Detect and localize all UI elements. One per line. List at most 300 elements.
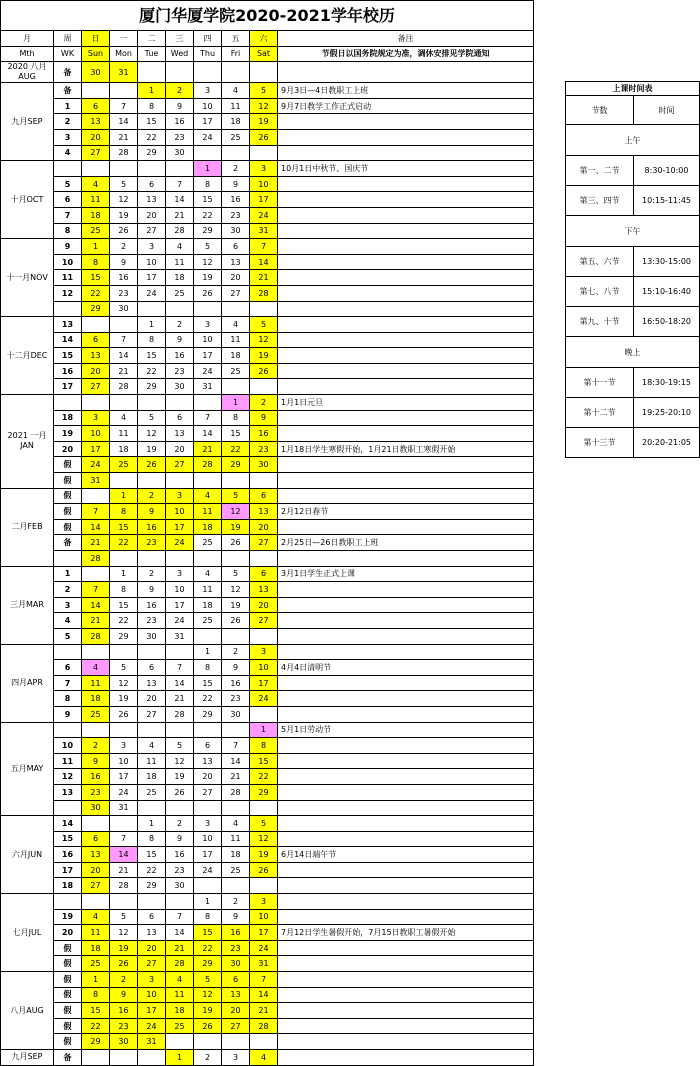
day-cell-sun: 13 [82, 114, 110, 130]
schedule-period: 第七、八节 [566, 277, 634, 307]
day-cell-thu: 8 [194, 176, 222, 192]
day-cell-sun [82, 1050, 110, 1066]
day-cell-thu: 27 [194, 784, 222, 800]
week-row [1, 847, 534, 863]
day-cell-sat: 24 [250, 691, 278, 707]
day-cell-tue [138, 473, 166, 489]
day-cell-thu: 12 [194, 254, 222, 270]
month-label: 四月APR [1, 644, 54, 722]
day-cell-thu [194, 722, 222, 738]
day-cell-sun: 21 [82, 613, 110, 629]
day-cell-wed: 19 [166, 769, 194, 785]
day-cell-mon: 30 [110, 1034, 138, 1050]
day-cell-wed: 17 [166, 597, 194, 613]
day-cell-sat [250, 628, 278, 644]
day-cell-wed: 30 [166, 878, 194, 894]
week-note: 6月14日端午节 [278, 847, 534, 863]
week-note [278, 800, 534, 816]
schedule-period: 第十三节 [566, 428, 634, 458]
day-cell-mon: 1 [110, 488, 138, 504]
day-cell-sat: 5 [250, 816, 278, 832]
month-label: 二月FEB [1, 488, 54, 566]
week-note [278, 753, 534, 769]
day-cell-sat: 17 [250, 192, 278, 208]
day-cell-sat [250, 379, 278, 395]
day-cell-sat [250, 800, 278, 816]
day-cell-sat [250, 473, 278, 489]
day-cell-wed: 16 [166, 847, 194, 863]
day-cell-sat: 13 [250, 582, 278, 598]
day-cell-mon: 7 [110, 332, 138, 348]
day-cell-mon: 25 [110, 457, 138, 473]
day-cell-mon: 29 [110, 628, 138, 644]
week-row [1, 1003, 534, 1019]
day-cell-sun: 25 [82, 706, 110, 722]
day-cell-wed: 3 [166, 488, 194, 504]
day-cell-wed: 18 [166, 270, 194, 286]
week-note [278, 597, 534, 613]
day-cell-tue [138, 722, 166, 738]
week-number: 13 [54, 784, 82, 800]
header-sat: 六 [250, 31, 278, 47]
day-cell-sun: 13 [82, 348, 110, 364]
day-cell-wed: 26 [166, 784, 194, 800]
day-cell-sat: 8 [250, 738, 278, 754]
day-cell-fri: 25 [222, 862, 250, 878]
week-row [1, 909, 534, 925]
day-cell-thu: 1 [194, 644, 222, 660]
day-cell-sun: 1 [82, 239, 110, 255]
day-cell-fri: 9 [222, 660, 250, 676]
day-cell-thu: 14 [194, 426, 222, 442]
day-cell-mon [110, 551, 138, 567]
day-cell-wed: 3 [166, 566, 194, 582]
day-cell-mon [110, 722, 138, 738]
week-note [278, 363, 534, 379]
week-note [278, 1050, 534, 1066]
day-cell-fri: 12 [222, 582, 250, 598]
day-cell-wed: 2 [166, 317, 194, 333]
day-cell-mon: 28 [110, 379, 138, 395]
schedule-time: 16:50-18:20 [634, 307, 700, 337]
day-cell-mon: 15 [110, 519, 138, 535]
week-number: 15 [54, 831, 82, 847]
day-cell-sun: 13 [82, 847, 110, 863]
day-cell-tue: 30 [138, 628, 166, 644]
week-row [1, 1018, 534, 1034]
month-label: 三月MAR [1, 566, 54, 644]
day-cell-tue: 13 [138, 192, 166, 208]
week-number: 11 [54, 753, 82, 769]
week-number [54, 301, 82, 317]
day-cell-mon: 28 [110, 878, 138, 894]
day-cell-wed: 28 [166, 956, 194, 972]
day-cell-sun: 8 [82, 987, 110, 1003]
day-cell-mon [110, 1050, 138, 1066]
day-cell-fri: 26 [222, 613, 250, 629]
day-cell-mon: 3 [110, 738, 138, 754]
month-label: 八月AUG [1, 972, 54, 1050]
day-cell-sat: 17 [250, 925, 278, 941]
day-cell-sun: 14 [82, 519, 110, 535]
week-note [278, 62, 534, 83]
schedule-col-time: 时间 [634, 96, 700, 125]
day-cell-mon [110, 161, 138, 177]
week-row [1, 176, 534, 192]
day-cell-wed [166, 1034, 194, 1050]
day-cell-thu: 1 [194, 894, 222, 910]
day-cell-thu: 24 [194, 862, 222, 878]
day-cell-thu: 21 [194, 441, 222, 457]
week-row [1, 317, 534, 333]
day-cell-wed: 21 [166, 691, 194, 707]
day-cell-wed: 14 [166, 192, 194, 208]
schedule-time: 18:30-19:15 [634, 368, 700, 398]
day-cell-sat [250, 1034, 278, 1050]
day-cell-sun: 24 [82, 457, 110, 473]
day-cell-mon: 12 [110, 675, 138, 691]
day-cell-wed: 7 [166, 909, 194, 925]
day-cell-tue: 10 [138, 987, 166, 1003]
day-cell-sat: 6 [250, 488, 278, 504]
week-number: 2 [54, 582, 82, 598]
day-cell-sun: 3 [82, 410, 110, 426]
week-note [278, 972, 534, 988]
header-month: 月 [1, 31, 54, 47]
day-cell-tue: 13 [138, 925, 166, 941]
week-row [1, 894, 534, 910]
week-row [1, 660, 534, 676]
day-cell-sun: 28 [82, 551, 110, 567]
week-row [1, 691, 534, 707]
day-cell-fri: 4 [222, 317, 250, 333]
day-cell-fri: 18 [222, 847, 250, 863]
day-cell-thu: 22 [194, 940, 222, 956]
day-cell-fri: 6 [222, 972, 250, 988]
day-cell-sat: 19 [250, 348, 278, 364]
week-note [278, 473, 534, 489]
week-number: 4 [54, 145, 82, 161]
day-cell-wed: 16 [166, 114, 194, 130]
schedule-section-label: 下午 [566, 216, 700, 247]
week-note [278, 348, 534, 364]
day-cell-sun: 25 [82, 956, 110, 972]
day-cell-mon: 14 [110, 348, 138, 364]
day-cell-sat: 21 [250, 1003, 278, 1019]
day-cell-mon: 14 [110, 847, 138, 863]
day-cell-sat: 3 [250, 644, 278, 660]
day-cell-fri: 30 [222, 223, 250, 239]
schedule-period: 第三、四节 [566, 186, 634, 216]
day-cell-sat: 31 [250, 223, 278, 239]
day-cell-mon: 26 [110, 706, 138, 722]
schedule-row [566, 186, 700, 216]
page-title: 厦门华厦学院2020-2021学年校历 [1, 1, 534, 31]
week-note [278, 644, 534, 660]
day-cell-fri [222, 301, 250, 317]
day-cell-fri: 9 [222, 909, 250, 925]
day-cell-fri [222, 551, 250, 567]
day-cell-sat: 17 [250, 675, 278, 691]
day-cell-sat: 21 [250, 270, 278, 286]
day-cell-sun: 4 [82, 909, 110, 925]
day-cell-mon: 21 [110, 363, 138, 379]
header-notes: 备注 [278, 31, 534, 47]
day-cell-wed: 11 [166, 254, 194, 270]
day-cell-thu [194, 878, 222, 894]
week-row [1, 519, 534, 535]
day-cell-wed [166, 551, 194, 567]
day-cell-tue: 18 [138, 769, 166, 785]
day-cell-fri [222, 62, 250, 83]
day-cell-sun [82, 722, 110, 738]
day-cell-sun: 7 [82, 582, 110, 598]
week-number: 16 [54, 847, 82, 863]
week-note: 1月18日学生寒假开始，1月21日教职工寒假开始 [278, 441, 534, 457]
day-cell-tue: 26 [138, 457, 166, 473]
day-cell-thu: 18 [194, 519, 222, 535]
header-mon-en: Mon [110, 46, 138, 62]
day-cell-thu: 24 [194, 363, 222, 379]
day-cell-tue: 31 [138, 1034, 166, 1050]
day-cell-tue: 2 [138, 566, 166, 582]
week-note [278, 1034, 534, 1050]
day-cell-sat: 12 [250, 332, 278, 348]
day-cell-thu [194, 395, 222, 411]
header-thu-en: Thu [194, 46, 222, 62]
day-cell-fri: 7 [222, 738, 250, 754]
day-cell-thu: 4 [194, 566, 222, 582]
week-number [54, 551, 82, 567]
day-cell-tue: 25 [138, 784, 166, 800]
day-cell-thu: 20 [194, 769, 222, 785]
day-cell-sat: 19 [250, 847, 278, 863]
day-cell-thu: 4 [194, 488, 222, 504]
schedule-period: 第九、十节 [566, 307, 634, 337]
day-cell-sun: 7 [82, 504, 110, 520]
day-cell-tue: 6 [138, 660, 166, 676]
day-cell-mon: 16 [110, 270, 138, 286]
day-cell-tue [138, 395, 166, 411]
week-note [278, 1018, 534, 1034]
week-row [1, 878, 534, 894]
day-cell-fri: 4 [222, 816, 250, 832]
day-cell-tue: 27 [138, 706, 166, 722]
week-number: 18 [54, 878, 82, 894]
week-number: 6 [54, 660, 82, 676]
day-cell-tue: 11 [138, 753, 166, 769]
day-cell-sat: 26 [250, 363, 278, 379]
week-row [1, 395, 534, 411]
day-cell-wed: 2 [166, 816, 194, 832]
week-row [1, 831, 534, 847]
week-note: 1月1日元旦 [278, 395, 534, 411]
week-number: 10 [54, 254, 82, 270]
day-cell-fri: 11 [222, 831, 250, 847]
day-cell-sun [82, 816, 110, 832]
day-cell-sun: 28 [82, 628, 110, 644]
week-note [278, 691, 534, 707]
week-row [1, 332, 534, 348]
day-cell-wed [166, 62, 194, 83]
day-cell-sat: 22 [250, 769, 278, 785]
day-cell-sun: 11 [82, 675, 110, 691]
day-cell-fri: 2 [222, 894, 250, 910]
week-note: 2月12日春节 [278, 504, 534, 520]
week-number: 假 [54, 457, 82, 473]
week-row [1, 706, 534, 722]
day-cell-sun: 1 [82, 972, 110, 988]
day-cell-sat [250, 301, 278, 317]
day-cell-thu: 17 [194, 114, 222, 130]
day-cell-thu: 28 [194, 457, 222, 473]
day-cell-mon: 7 [110, 831, 138, 847]
day-cell-fri [222, 473, 250, 489]
day-cell-fri [222, 800, 250, 816]
week-row [1, 457, 534, 473]
week-note [278, 706, 534, 722]
week-number [54, 644, 82, 660]
day-cell-wed: 7 [166, 176, 194, 192]
day-cell-wed: 10 [166, 582, 194, 598]
day-cell-tue: 17 [138, 1003, 166, 1019]
month-label: 九月SEP [1, 1050, 54, 1066]
day-cell-tue: 27 [138, 223, 166, 239]
day-cell-fri [222, 379, 250, 395]
day-cell-wed: 24 [166, 613, 194, 629]
day-cell-sun: 29 [82, 1034, 110, 1050]
day-cell-wed: 25 [166, 1018, 194, 1034]
day-cell-sun [82, 894, 110, 910]
week-note [278, 410, 534, 426]
day-cell-thu: 13 [194, 753, 222, 769]
week-row [1, 784, 534, 800]
day-cell-tue: 29 [138, 379, 166, 395]
day-cell-tue: 27 [138, 956, 166, 972]
day-cell-mon: 22 [110, 535, 138, 551]
week-number: 假 [54, 1018, 82, 1034]
day-cell-fri: 3 [222, 1050, 250, 1066]
day-cell-wed: 11 [166, 987, 194, 1003]
day-cell-fri: 19 [222, 519, 250, 535]
week-note [278, 831, 534, 847]
day-cell-thu: 25 [194, 535, 222, 551]
day-cell-mon [110, 644, 138, 660]
header-sun-en: Sun [82, 46, 110, 62]
week-note [278, 301, 534, 317]
header-tue: 二 [138, 31, 166, 47]
day-cell-thu: 29 [194, 956, 222, 972]
day-cell-tue: 22 [138, 862, 166, 878]
day-cell-sun: 8 [82, 254, 110, 270]
week-number: 假 [54, 1003, 82, 1019]
day-cell-tue: 8 [138, 332, 166, 348]
week-row [1, 862, 534, 878]
day-cell-sat: 28 [250, 285, 278, 301]
week-row [1, 285, 534, 301]
month-label: 2021 一月JAN [1, 395, 54, 489]
day-cell-sun [82, 83, 110, 99]
week-number: 假 [54, 940, 82, 956]
day-cell-mon: 8 [110, 504, 138, 520]
week-row [1, 597, 534, 613]
day-cell-tue: 8 [138, 831, 166, 847]
header-thu: 四 [194, 31, 222, 47]
schedule-row [566, 307, 700, 337]
day-cell-mon: 9 [110, 987, 138, 1003]
day-cell-tue: 10 [138, 254, 166, 270]
week-row [1, 566, 534, 582]
week-note: 7月12日学生暑假开始，7月15日教职工暑假开始 [278, 925, 534, 941]
day-cell-tue: 16 [138, 597, 166, 613]
day-cell-wed: 5 [166, 738, 194, 754]
day-cell-mon: 19 [110, 940, 138, 956]
week-row [1, 98, 534, 114]
week-note [278, 207, 534, 223]
day-cell-sat [250, 145, 278, 161]
week-row [1, 239, 534, 255]
day-cell-wed [166, 894, 194, 910]
day-cell-tue [138, 551, 166, 567]
week-number: 备 [54, 83, 82, 99]
day-cell-mon: 24 [110, 784, 138, 800]
header-wk: WK [54, 46, 82, 62]
day-cell-wed: 30 [166, 145, 194, 161]
day-cell-fri: 20 [222, 1003, 250, 1019]
day-cell-sat: 15 [250, 753, 278, 769]
day-cell-sun: 30 [82, 800, 110, 816]
day-cell-wed: 21 [166, 940, 194, 956]
day-cell-sat [250, 878, 278, 894]
day-cell-sun: 6 [82, 98, 110, 114]
week-number: 1 [54, 98, 82, 114]
week-number [54, 395, 82, 411]
day-cell-fri: 18 [222, 348, 250, 364]
day-cell-sun: 22 [82, 1018, 110, 1034]
day-cell-wed: 28 [166, 706, 194, 722]
day-cell-mon: 19 [110, 207, 138, 223]
day-cell-fri: 30 [222, 956, 250, 972]
day-cell-sun: 27 [82, 379, 110, 395]
day-cell-tue [138, 161, 166, 177]
day-cell-wed [166, 473, 194, 489]
day-cell-mon: 21 [110, 129, 138, 145]
day-cell-sat: 2 [250, 395, 278, 411]
holiday-policy-note: 节假日以国务院规定为准，调休安排见学院通知 [278, 46, 534, 62]
day-cell-wed: 14 [166, 925, 194, 941]
day-cell-sat: 10 [250, 909, 278, 925]
day-cell-tue: 4 [138, 738, 166, 754]
week-number [54, 722, 82, 738]
day-cell-mon: 17 [110, 769, 138, 785]
day-cell-tue: 12 [138, 426, 166, 442]
week-number: 假 [54, 1034, 82, 1050]
week-note: 10月1日中秋节、国庆节 [278, 161, 534, 177]
week-row [1, 488, 534, 504]
day-cell-fri: 23 [222, 940, 250, 956]
week-number: 4 [54, 613, 82, 629]
schedule-row [566, 368, 700, 398]
schedule-section-label: 上午 [566, 125, 700, 156]
class-schedule-table [565, 81, 700, 458]
day-cell-tue [138, 301, 166, 317]
week-row [1, 800, 534, 816]
week-note [278, 145, 534, 161]
schedule-time: 13:30-15:00 [634, 247, 700, 277]
month-label: 十月OCT [1, 161, 54, 239]
day-cell-thu: 2 [194, 1050, 222, 1066]
day-cell-mon: 26 [110, 223, 138, 239]
